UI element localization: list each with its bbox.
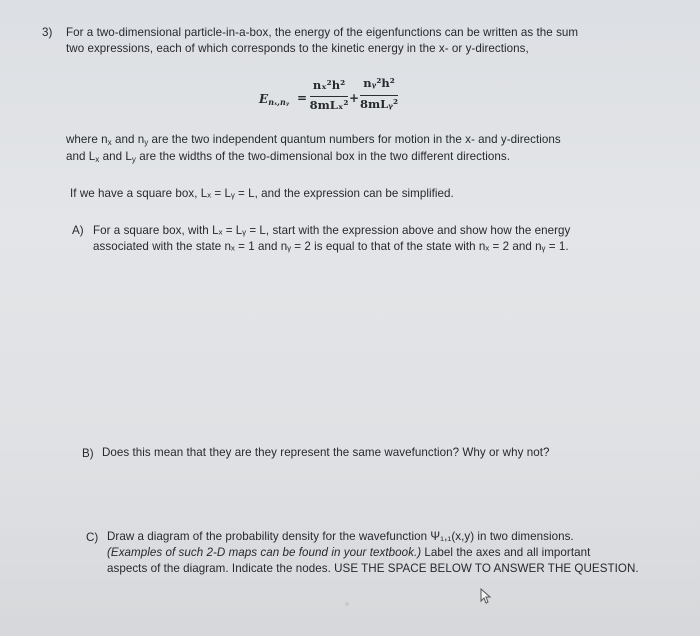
fraction-bar-1 bbox=[310, 96, 348, 97]
equation-lhs: $E_{n_x,nᵧ}$ bbox=[259, 92, 290, 107]
intro-line-1: For a two-dimensional particle-in-a-box, the energy of the eigenfunctions can be written as the sum bbox=[66, 26, 579, 39]
fraction-bar-2 bbox=[360, 95, 398, 96]
speck bbox=[345, 602, 349, 606]
part-a-line-1: For a square box, with Lₓ = Lᵧ = L, start with the expression above and show how the energy bbox=[93, 224, 571, 237]
cursor-arrow-icon bbox=[479, 588, 493, 604]
part-c-label: C) bbox=[86, 531, 99, 544]
question-number: 3) bbox=[42, 26, 53, 39]
widths-line: and $L_x$ and $L_y$ are the widths of the two-dimensional box in the two different directions. bbox=[66, 150, 511, 164]
square-box-line: If we have a square box, Lₓ = Lᵧ = L, and the expression can be simplified. bbox=[70, 187, 454, 200]
intro-line-2: two expressions, each of which corresponds to the kinetic energy in the x- or y-directions, bbox=[66, 42, 529, 55]
part-b-label: B) bbox=[82, 447, 94, 460]
where-line: where $n_x$ and $n_y$ are the two independent quantum numbers for motion in the x- and y-directions bbox=[66, 133, 561, 147]
part-b-line-1: Does this mean that they are they represent the same wavefunction? Why or why not? bbox=[102, 446, 550, 459]
denominator-2: 8mLᵧ² bbox=[359, 97, 399, 111]
part-a-line-2: associated with the state nₓ = 1 and nᵧ = 2 is equal to that of the state with nₓ = 2 and nᵧ = 1. bbox=[93, 240, 569, 253]
numerator-1: nₓ²h² bbox=[312, 78, 346, 92]
part-a-label: A) bbox=[72, 224, 84, 237]
equation-equals: = bbox=[297, 91, 308, 105]
equation-plus: + bbox=[349, 91, 360, 105]
part-c-line-3: aspects of the diagram. Indicate the nodes. USE THE SPACE BELOW TO ANSWER THE QUESTION. bbox=[107, 562, 639, 575]
part-c-line-2: (Examples of such 2-D maps can be found in your textbook.) Label the axes and all important bbox=[107, 546, 591, 559]
numerator-2: nᵧ²h² bbox=[363, 76, 395, 90]
part-c-line-1: Draw a diagram of the probability density for the wavefunction Ψ₁,₁(x,y) in two dimensions. bbox=[107, 530, 574, 543]
denominator-1: 8mLₓ² bbox=[309, 98, 349, 112]
